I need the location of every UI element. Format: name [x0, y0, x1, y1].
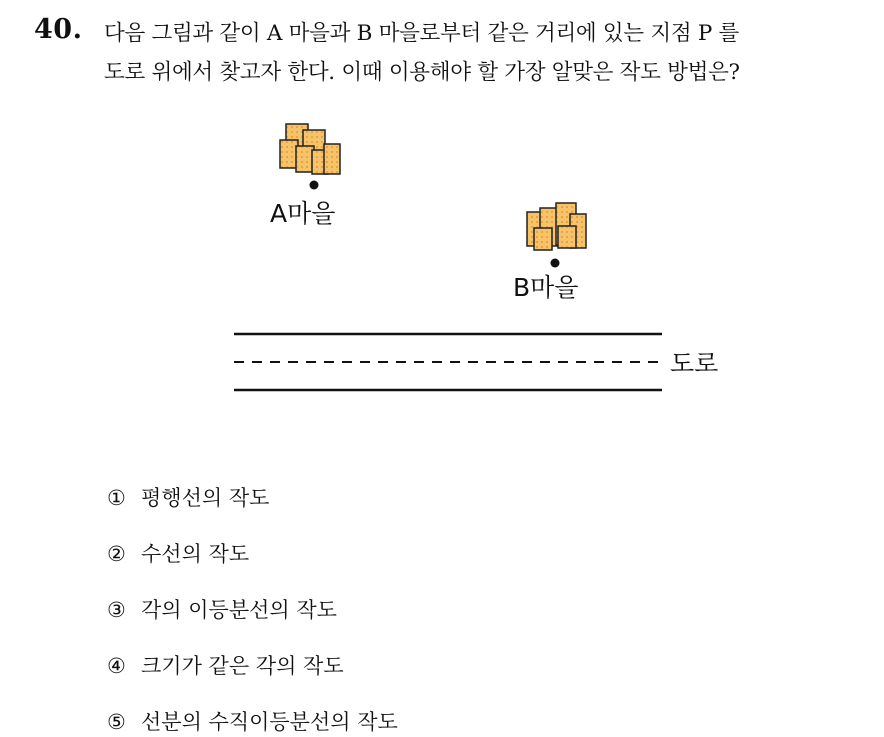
- choice-2[interactable]: [107, 538, 249, 568]
- road-label: 도로: [670, 349, 719, 378]
- choice-2-marker: ②: [107, 542, 126, 566]
- village-b-point: [551, 259, 560, 268]
- choice-4[interactable]: [107, 650, 344, 680]
- question-text-line-1: 다음 그림과 같이 A 마을과 B 마을로부터 같은 거리에 있는 지점 P 를: [104, 21, 740, 46]
- village-a-label: A마을: [270, 199, 336, 228]
- choice-4-marker: ④: [107, 654, 126, 678]
- village-a-point: [310, 181, 319, 190]
- choice-1-text: 평행선의 작도: [141, 486, 270, 510]
- choice-3-marker: ③: [107, 598, 126, 622]
- choice-2-text: 수선의 작도: [141, 542, 250, 566]
- question-text-line-2: 도로 위에서 찾고자 한다. 이때 이용해야 할 가장 알맞은 작도 방법은?: [104, 60, 740, 85]
- choice-5[interactable]: [107, 706, 398, 736]
- choice-3[interactable]: [107, 594, 337, 624]
- question-number: 40.: [34, 14, 83, 45]
- village-a-buildings-icon: [280, 124, 340, 174]
- choice-1[interactable]: [107, 482, 269, 512]
- choice-5-text: 선분의 수직이등분선의 작도: [141, 710, 398, 734]
- village-b-buildings-icon: [527, 203, 586, 250]
- choice-5-marker: ⑤: [107, 710, 126, 734]
- choice-4-text: 크기가 같은 각의 작도: [141, 654, 344, 678]
- choice-1-marker: ①: [107, 486, 126, 510]
- choice-3-text: 각의 이등분선의 작도: [141, 598, 337, 622]
- village-b-label: B마을: [513, 273, 579, 302]
